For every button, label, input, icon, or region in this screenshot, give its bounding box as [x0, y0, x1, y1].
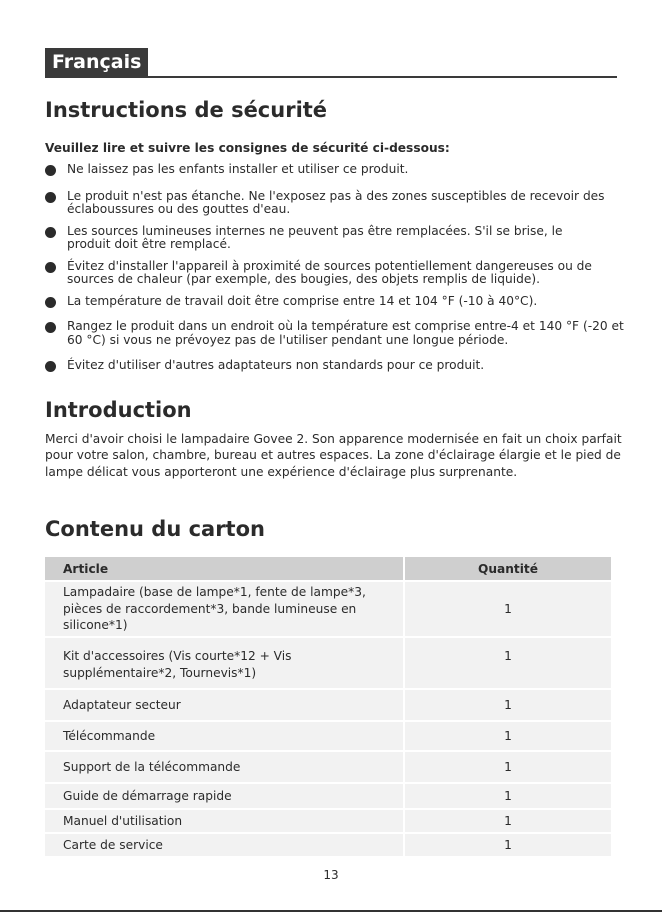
column-header-item: Article — [45, 557, 403, 582]
safety-list — [45, 163, 625, 373]
table-row — [45, 638, 611, 690]
list-item: Ne laissez pas les enfants installer et utiliser ce produit. — [45, 163, 625, 177]
table-row — [45, 834, 611, 858]
language-header — [45, 48, 617, 78]
bullet-icon — [45, 165, 56, 176]
item-cell: Adaptateur secteur — [45, 690, 403, 722]
contents-title: Contenu du carton — [45, 517, 265, 541]
page-bottom-rule — [0, 910, 662, 912]
qty-cell: 1 — [403, 784, 611, 810]
item-cell: Support de la télécommande — [45, 752, 403, 784]
table-row — [45, 582, 611, 638]
header-rule — [45, 76, 617, 78]
list-item: Évitez d'installer l'appareil à proximité de sources potentiellement dangereuses ou de sources de chaleur (par exemple, des bougies, des objets remplis de liquide). — [45, 260, 625, 287]
item-cell: Carte de service — [45, 834, 403, 858]
qty-cell: 1 — [403, 582, 611, 638]
list-item: Rangez le produit dans un endroit où la température est comprise entre-4 et 140 °F (-20 et 60 °C) si vous ne prévoyez pas de l'utiliser pendant une longue période. — [45, 320, 625, 347]
intro-title: Introduction — [45, 398, 192, 422]
column-header-qty: Quantité — [403, 557, 611, 582]
qty-cell: 1 — [403, 834, 611, 858]
item-cell: Guide de démarrage rapide — [45, 784, 403, 810]
table-row — [45, 810, 611, 834]
list-item: La température de travail doit être comprise entre 14 et 104 °F (-10 à 40°C). — [45, 295, 625, 309]
qty-cell: 1 — [403, 722, 611, 752]
qty-cell: 1 — [403, 810, 611, 834]
item-cell: Kit d'accessoires (Vis courte*12 + Vis supplémentaire*2, Tournevis*1) — [45, 638, 403, 690]
contents-table — [45, 557, 611, 858]
table-row — [45, 722, 611, 752]
page-number: 13 — [323, 868, 339, 882]
bullet-icon — [45, 297, 56, 308]
item-cell: Lampadaire (base de lampe*1, fente de lampe*3, pièces de raccordement*3, bande lumineuse en silicone*1) — [45, 582, 403, 638]
list-item: Évitez d'utiliser d'autres adaptateurs non standards pour ce produit. — [45, 359, 625, 373]
qty-cell: 1 — [403, 638, 611, 690]
list-item: Les sources lumineuses internes ne peuvent pas être remplacées. S'il se brise, le produit doit être remplacé. — [45, 225, 625, 252]
language-tab: Français — [45, 48, 148, 77]
safety-title: Instructions de sécurité — [45, 98, 328, 122]
table-header-row — [45, 557, 611, 582]
bullet-icon — [45, 262, 56, 273]
qty-cell: 1 — [403, 690, 611, 722]
bullet-icon — [45, 192, 56, 203]
intro-text: Merci d'avoir choisi le lampadaire Govee 2. Son apparence modernisée en fait un choix parfait pour votre salon, chambre, bureau et autres espaces. La zone d'éclairage élargie et le pied de lampe délicat vous apporteront une expérience d'éclairage plus surprenante. — [45, 432, 622, 479]
item-cell: Manuel d'utilisation — [45, 810, 403, 834]
safety-lead: Veuillez lire et suivre les consignes de sécurité ci-dessous: — [45, 141, 450, 155]
table-row — [45, 752, 611, 784]
bullet-icon — [45, 361, 56, 372]
table-row — [45, 690, 611, 722]
list-item: Le produit n'est pas étanche. Ne l'exposez pas à des zones susceptibles de recevoir des éclaboussures ou des gouttes d'eau. — [45, 190, 625, 217]
bullet-icon — [45, 227, 56, 238]
item-cell: Télécommande — [45, 722, 403, 752]
bullet-icon — [45, 322, 56, 333]
table-row — [45, 784, 611, 810]
qty-cell: 1 — [403, 752, 611, 784]
